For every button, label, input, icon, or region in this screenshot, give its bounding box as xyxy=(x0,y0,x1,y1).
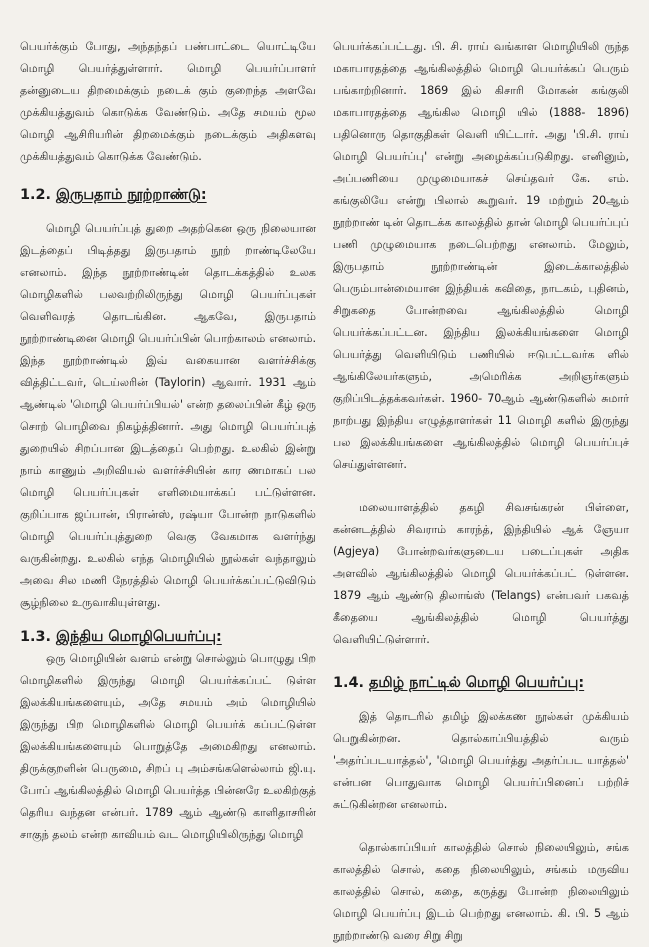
right-column xyxy=(333,36,629,947)
left-paragraph-3: ஒரு மொழியின் வளம் என்று சொல்லும் பொழுது பிற மொழிகளில் இருந்து மொழி பெயர்க்கப்பட் டுள்ள இலக்கியங்களையும், அதே சமயம் அம் மொழியில் இருந்து பிற மொழிகளில் மொழி பெயர்க் கப்பட்டுள்ள இலக்கியங்களையும் பொறுத்தே அமைகிறது எனலாம். திருக்குறளின் பெருமை, சிறப் பு அம்சங்களெல்லாம் ஜி.யு. போப் ஆங்கிலத்தில் மொழி பெயர்த்த பின்னரே உலகிற்குத் தெரிய வந்தன என்பர். 1789 ஆம் ஆண்டு காளிதாசரின் சாகுந் தலம் என்ற காவியம் வட மொழியிலிருந்து மொழி xyxy=(20,652,316,841)
left-column xyxy=(20,36,316,846)
section-heading-1-3 xyxy=(20,626,316,648)
section-title: இருபதாம் நூற்றாண்டு: xyxy=(55,187,207,203)
section-number: 1.3. xyxy=(20,629,51,645)
left-paragraph-2: மொழி பெயர்ப்புத் துறை அதற்கென ஒரு நிலையான இடத்தைப் பிடித்தது இருபதாம் நூற் றாண்டிலேயே எனலாம். இந்த நூற்றாண்டின் தொடக்கத்தில் உலக மொழிகளில் பலவற்றிலிருந்து மொழி பெயர்ப்புகள் வெளிவரத் தொடங்கின. ஆகவே, இருபதாம் நூற்றாண்டினை மொழி பெயர்ப்பின் பொற்காலம் எனலாம். இந்த நூற்றாண்டில் இவ் வகையான வளர்ச்சிக்கு வித்திட்டவர், டெய்லரின் (Taylorin) ஆவார். 1931 ஆம் ஆண்டில் 'மொழி பெயர்ப்பியல்' என்ற தலைப்பின் கீழ் ஒரு சொற் பொழிவை நிகழ்த்தினார். அது மொழி பெயர்ப்புத் துறையில் சிறப்பான இடத்தைப் பெற்றது. உலகில் இன்று நாம் காணும் அறிவியல் வளர்ச்சியின் கார ணமாகப் பல மொழி பெயர்ப்புகள் எளிமையாக்கப் பட்டுள்ளன. குறிப்பாக ஜப்பான், பிரான்ஸ், ரஷ்யா போன்ற நாடுகளில் மொழி பெயர்ப்புத்துறை வெகு வேகமாக வளர்ந்து வருகின்றது. உலகில் எந்த மொழியில் நூல்கள் வந்தாலும் அவை சில மணி நேரத்தில் மொழி பெயர்க்கப்பட்டுவிடும் சூழ்நிலை உருவாகியுள்ளது. xyxy=(20,222,316,609)
right-paragraph-1: பெயர்க்கப்பட்டது. பி. சி. ராய் வங்காள மொழியிலி ருந்த மகாபாரதத்தை ஆங்கிலத்தில் மொழி பெயர்க்கப் பெரும் பங்காற்றினார். 1869 இல் கிசாரி மோகன் கங்குலி மகாபாரதத்தை ஆங்கில மொழி யில் (1888- 1896) பதினொரு தொகுதிகள் வெளி யிட்டார். அது 'பி.சி. ராய் மொழி பெயர்ப்பு' என்று அழைக்கப்படுகிறது. எனினும், அப்பணியை முழுமையாகச் செய்தவர் கே. எம். கங்குலியே என்று பிலால் கூறுவர். 19 மற்றும் 20ஆம் நூற்றாண் டின் தொடக்க காலத்தில் தான் மொழி பெயர்ப்புப் பணி முழுமையாக நடைபெற்றது எனலாம். மேலும், இருபதாம் நூற்றாண்டின் இடைக்காலத்தில் பெரும்பான்மையான இந்தியக் கவிதை, நாடகம், புதினம், சிறுகதை போன்றவை ஆங்கிலத்தில் மொழி பெயர்க்கப்பட்டன. இந்திய இலக்கியங்களை மொழி பெயர்த்து வெளியிடும் பணியில் ஈடுபட்டவர்க ளில் ஆங்கிலேயர்களும், அமெரிக்க அறிஞர்களும் குறிப்பிடத்தக்கவர்கள். 1960- 70ஆம் ஆண்டுகளில் சுமார் நாற்பது இந்திய எழுத்தாளர்கள் 11 மொழி களில் இருந்து பல இலக்கியங்களை ஆங்கிலத்தில் மொழி பெயர்ப்புச் செய்துள்ளனர். xyxy=(333,40,629,471)
section-heading-1-2 xyxy=(20,184,316,206)
section-number: 1.4. xyxy=(333,675,364,691)
left-paragraph-1: பெயர்க்கும் போது, அந்தந்தப் பண்பாட்டை யொட்டியே மொழி பெயர்த்துள்ளார். மொழி பெயர்ப்பாளர் தன்னுடைய திறமைக்கும் நடைக் கும் குறைந்த அளவே முக்கியத்துவம் கொடுக்க வேண்டும். அதே சமயம் மூல மொழி ஆசிரியரின் திறமைக்கும் நடைக்கும் அதிகளவு முக்கியத்துவம் கொடுக்க வேண்டும். xyxy=(20,40,316,163)
right-paragraph-2: மலையாளத்தில் தகழி சிவசங்கரன் பிள்ளை, கன்னடத்தில் சிவராம் காரந்த், இந்தியில் ஆக் ஞேயா (Agjeya) போன்றவர்களுடைய படைப்புகள் அதிக அளவில் ஆங்கிலத்தில் மொழி பெயர்க்கப்பட் டுள்ளன. 1879 ஆம் ஆண்டு திலாங்ஸ் (Telangs) என்பவர் பகவத் கீதையை ஆங்கிலத்தில் மொழி பெயர்த்து வெளியிட்டுள்ளார். xyxy=(333,501,629,646)
section-number: 1.2. xyxy=(20,187,51,203)
section-title: இந்திய மொழிபெயர்ப்பு: xyxy=(55,629,222,645)
section-title: தமிழ் நாட்டில் மொழி பெயர்ப்பு: xyxy=(368,675,585,691)
right-paragraph-3: இத் தொடரில் தமிழ் இலக்கண நூல்கள் முக்கியம் பெறுகின்றன. தொல்காப்பியத்தில் வரும் 'அதர்ப்படயாத்தல்', 'மொழி பெயர்த்து அதர்ப்பட யாத்தல்' என்பன பொதுவாக மொழி பெயர்ப்பினைப் பற்றிச் சுட்டுகின்றன எனலாம். xyxy=(333,710,629,811)
section-heading-1-4 xyxy=(333,672,629,694)
right-paragraph-4: தொல்காப்பியர் காலத்தில் சொல் நிலையிலும், சங்க காலத்தில் சொல், கதை நிலையிலும், சங்கம் மருவிய காலத்தில் சொல், கதை, கருத்து போன்ற நிலையிலும் மொழி பெயர்ப்பு இடம் பெற்றது எனலாம். கி. பி. 5 ஆம் நூற்றாண்டு வரை சிறு சிறு xyxy=(333,841,629,942)
